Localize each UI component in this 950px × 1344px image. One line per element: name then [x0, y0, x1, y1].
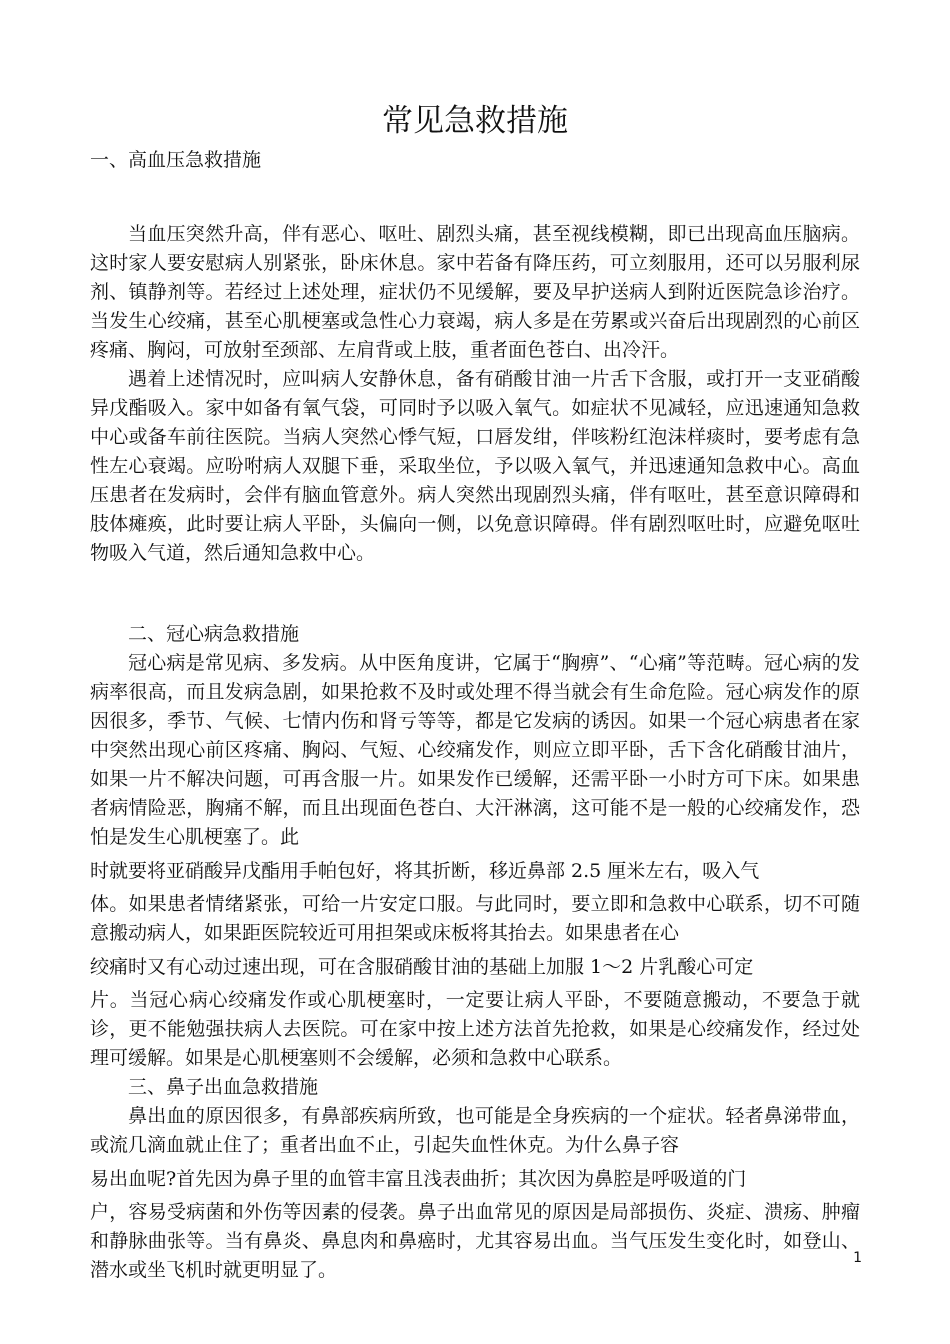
paragraph-line: 时就要将亚硝酸异戊酯用手帕包好，将其折断，移近鼻部 2.5 厘米左右，吸入气	[90, 860, 760, 882]
paragraph-line: 绞痛时又有心动过速出现，可在含服硝酸甘油的基础上加服 1～2 片乳酸心可定	[90, 956, 754, 978]
paragraph-line: 体。如果患者情绪紧张，可给一片安定口服。与此同时，要立即和急救中心联系，切不可随意搬动病人，如果距医院较近可用担架或床板将其抬去。如果患者在心	[90, 893, 860, 944]
section-heading-coronary: 二、冠心病急救措施	[128, 623, 300, 645]
section-heading-nosebleed: 三、鼻子出血急救措施	[128, 1076, 319, 1098]
section-heading-hypertension: 一、高血压急救措施	[90, 149, 262, 171]
section-hypertension-body	[90, 220, 860, 568]
paragraph-line: 户，容易受病菌和外伤等因素的侵袭。鼻子出血常见的原因是局部损伤、炎症、溃疡、肿瘤和静脉曲张等。当有鼻炎、鼻息肉和鼻癌时，尤其容易出血。当气压发生变化时，如登山、潜水或坐飞机时就更明显了。	[90, 1201, 860, 1281]
paragraph: 当血压突然升高，伴有恶心、呕吐、剧烈头痛，甚至视线模糊，即已出现高血压脑病。这时家人要安慰病人别紧张，卧床休息。家中若备有降压药，可立刻服用，还可以另服利尿剂、镇静剂等。若经过上述处理，症状仍不见缓解，要及早护送病人到附近医院急诊治疗。当发生心绞痛，甚至心肌梗塞或急性心力衰竭，病人多是在劳累或兴奋后出现剧烈的心前区疼痛、胸闷，可放射至颈部、左肩背或上肢，重者面色苍白、出冷汗。	[90, 223, 860, 361]
paragraph: 冠心病是常见病、多发病。从中医角度讲，它属于“胸痹”、“心痛”等范畴。冠心病的发病率很高，而且发病急剧，如果抢救不及时或处理不得当就会有生命危险。冠心病发作的原因很多，季节、气候、七情内伤和肾亏等等，都是它发病的诱因。如果一个冠心病患者在家中突然出现心前区疼痛、胸闷、气短、心绞痛发作，则应立即平卧，舌下含化硝酸甘油片，如果一片不解决问题，可再含服一片。如果发作已缓解，还需平卧一小时方可下床。如果患者病情险恶，胸痛不解，而且出现面色苍白、大汗淋漓，这可能不是一般的心绞痛发作，恐怕是发生心肌梗塞了。此	[90, 652, 860, 848]
page-number: 1	[853, 1250, 862, 1266]
section-coronary-body	[90, 620, 860, 1285]
paragraph: 遇着上述情况时，应叫病人安静休息，备有硝酸甘油一片舌下含服，或打开一支亚硝酸异戊酯吸入。家中如备有氧气袋，可同时予以吸入氧气。如症状不见减轻，应迅速通知急救中心或备车前往医院。当病人突然心悸气短，口唇发绀，伴咳粉红泡沫样痰时，要考虑有急性左心衰竭。应吩咐病人双腿下垂，采取坐位，予以吸入氧气，并迅速通知急救中心。高血压患者在发病时，会伴有脑血管意外。病人突然出现剧烈头痛，伴有呕吐，甚至意识障碍和肢体瘫痪，此时要让病人平卧，头偏向一侧，以免意识障碍。伴有剧烈呕吐时，应避免呕吐物吸入气道，然后通知急救中心。	[90, 368, 860, 564]
paragraph-line: 片。当冠心病心绞痛发作或心肌梗塞时，一定要让病人平卧，不要随意搬动，不要急于就诊，更不能勉强扶病人去医院。可在家中按上述方法首先抢救，如果是心绞痛发作，经过处理可缓解。如果是心肌梗塞则不会缓解，必须和急救中心联系。	[90, 989, 860, 1069]
paragraph-line: 易出血呢?首先因为鼻子里的血管丰富且浅表曲折；其次因为鼻腔是呼吸道的门	[90, 1168, 747, 1190]
paragraph: 鼻出血的原因很多，有鼻部疾病所致，也可能是全身疾病的一个症状。轻者鼻涕带血，或流几滴血就止住了；重者出血不止，引起失血性休克。为什么鼻子容	[90, 1105, 860, 1156]
page-title: 常见急救措施	[382, 103, 568, 139]
